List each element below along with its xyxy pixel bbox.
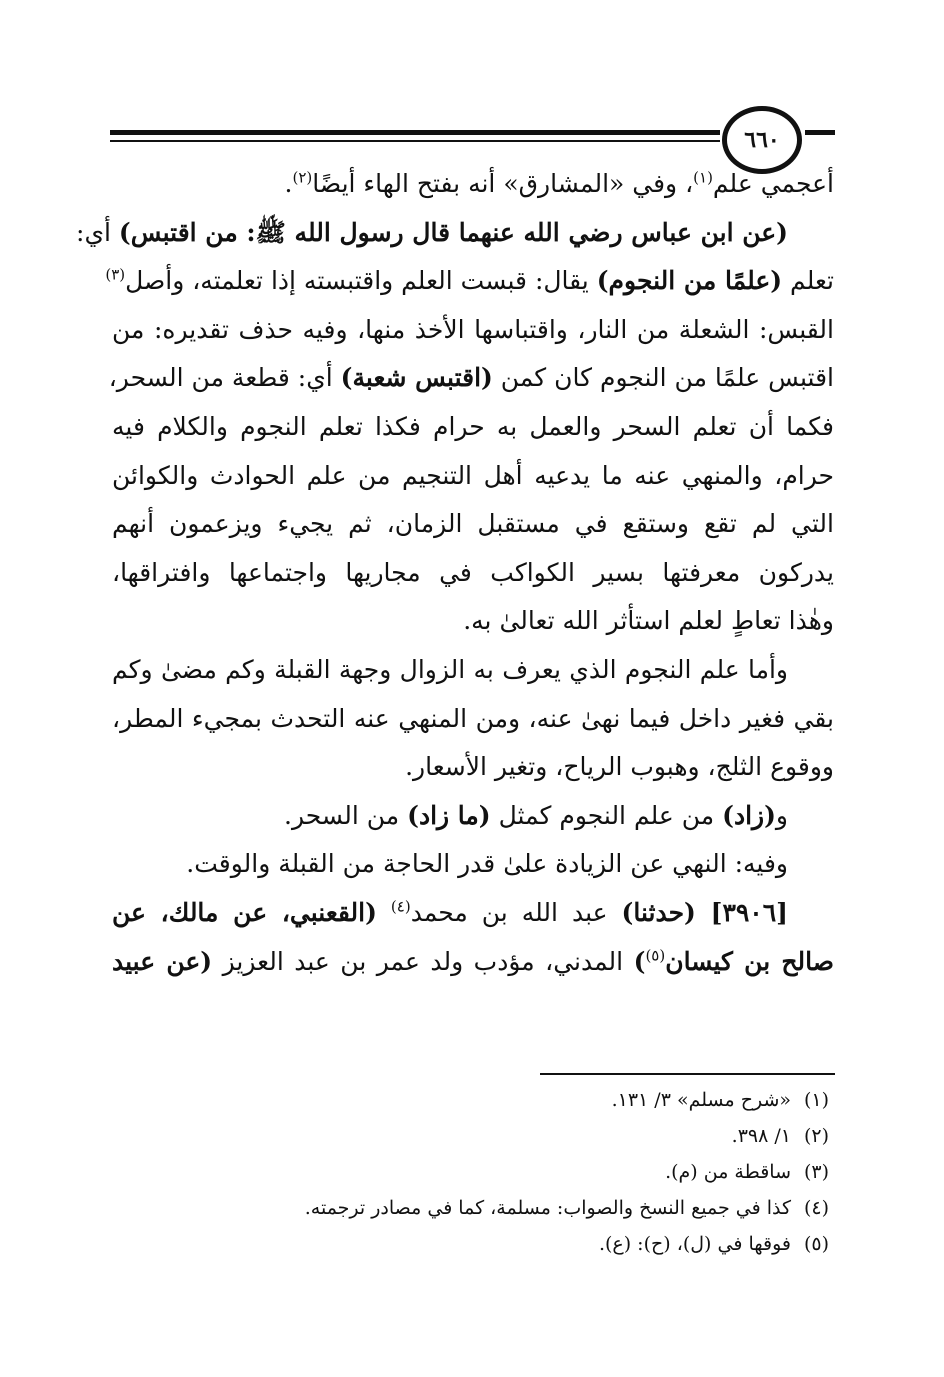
- text-run: وهٰذا تعاطٍ لعلم استأثر الله تعالىٰ به.: [463, 606, 834, 636]
- footnote-ref: (٤): [390, 897, 411, 916]
- text-run: و: [775, 800, 788, 830]
- footnote-text: ١/ ٣٩٨.: [731, 1125, 791, 1147]
- bold-text-run: [٣٩٠٦] (حدثنا): [621, 897, 788, 927]
- footnote-item: [112, 1118, 834, 1154]
- text-line: [112, 452, 834, 501]
- text-run: .: [284, 169, 293, 198]
- footnote-text: فوقها في (ل)، (ح): (ع).: [598, 1233, 791, 1255]
- text-run: فكما أن تعلم السحر والعمل به حرام فكذا تعلم النجوم والكلام فيه: [112, 411, 834, 441]
- text-run: أي:: [76, 217, 119, 247]
- text-run: حرام، والمنهي عنه ما يدعيه أهل التنجيم من علم الحوادث والكوائن: [112, 460, 834, 490]
- text-line: [112, 500, 834, 549]
- text-line: [76, 209, 834, 258]
- bold-text-run: (القعنبي، عن مالك، عن: [112, 897, 377, 927]
- footnote-text: كذا في جميع النسخ والصواب: مسلمة، كما في مصادر ترجمته.: [304, 1197, 791, 1219]
- text-run: التي لم تقع وستقع في مستقبل الزمان، ثم يجيء ويزعمون أنهم: [112, 509, 834, 539]
- text-line: [112, 597, 834, 646]
- text-run: بقي فغير داخل فيما نهىٰ عنه، ومن المنهي عنه التحدث بمجيء المطر،: [112, 703, 834, 733]
- footnote-ref: (٢): [292, 168, 313, 187]
- footnote-item: [112, 1190, 834, 1226]
- bold-text-run: صالح بن كيسان: [665, 946, 834, 976]
- footnote-text: «شرح مسلم» ٣/ ١٣١.: [611, 1089, 791, 1111]
- text-line: [105, 257, 834, 306]
- text-run: ووقوع الثلج، وهبوب الرياح، وتغير الأسعار.: [405, 752, 834, 782]
- body-text: [76, 160, 834, 986]
- footnote-number: (٥): [803, 1233, 829, 1255]
- footnote-item: [112, 1082, 834, 1118]
- text-run: وفيه: النهي عن الزيادة علىٰ قدر الحاجة من القبلة والوقت.: [186, 849, 788, 879]
- text-run: ، وفي «المشارق» أنه بفتح الهاء أيضًا: [312, 169, 694, 198]
- bold-text-run: (زاد): [722, 800, 776, 830]
- text-line: [112, 646, 834, 695]
- footnote-ref: (٥): [645, 946, 666, 965]
- footnote-item: [112, 1154, 834, 1190]
- header-rule-right: [805, 130, 835, 135]
- text-line: [112, 695, 834, 744]
- bold-text-run: (عن ابن عباس رضي الله عنهما قال رسول الله ﷺ: من اقتبس): [118, 217, 788, 247]
- text-run: المدني، مؤدب ولد عمر بن عبد العزيز: [212, 946, 634, 976]
- text-line: [112, 840, 834, 889]
- text-run: القبس: الشعلة من النار، واقتباسها الأخذ منها، وفيه حذف تقديره: من: [112, 314, 834, 344]
- text-run: وأما علم النجوم الذي يعرف به الزوال وجهة القبلة وكم مضىٰ وكم: [112, 654, 788, 684]
- text-line: [108, 354, 834, 403]
- footnote-number: (٤): [803, 1197, 829, 1219]
- text-line: [112, 889, 834, 938]
- footnote-number: (٢): [803, 1125, 829, 1147]
- footnote-ref: (٣): [105, 265, 126, 284]
- page-number: ٦٦٠: [722, 106, 802, 174]
- footnote-text: ساقطة من (م).: [665, 1161, 791, 1183]
- text-run: اقتبس علمًا من النجوم كان كمن: [492, 363, 834, 393]
- text-run: من السحر.: [284, 800, 408, 830]
- text-line: [112, 403, 834, 452]
- footnotes: [112, 1082, 834, 1262]
- text-run: يقال: قبست العلم واقتبسته إذا تعلمته، وأصل: [125, 266, 597, 296]
- bold-text-run: (علمًا من النجوم): [596, 266, 783, 296]
- text-line: [112, 549, 834, 598]
- text-run: تعلم: [782, 266, 834, 296]
- footnote-item: [112, 1226, 834, 1262]
- footnote-separator: [540, 1073, 835, 1075]
- text-run: من علم النجوم كمثل: [490, 800, 723, 830]
- text-line: [112, 160, 834, 209]
- text-run: يدركون معرفتها بسير الكواكب في مجاريها واجتماعها وافتراقها،: [112, 557, 834, 587]
- bold-text-run: (ما زاد): [407, 800, 491, 830]
- text-line: [112, 306, 834, 355]
- text-run: أعجمي علم: [712, 169, 834, 198]
- bold-text-run: (اقتبس شعبة): [340, 363, 493, 393]
- text-line: [112, 792, 834, 841]
- text-run: [377, 898, 391, 927]
- text-run: عبد الله بن محمد: [410, 897, 622, 927]
- text-line: [112, 938, 834, 987]
- footnote-number: (١): [803, 1089, 829, 1111]
- footnote-ref: (١): [693, 168, 713, 187]
- text-run: أي: قطعة من السحر،: [108, 363, 341, 393]
- footnote-number: (٣): [803, 1161, 829, 1183]
- header-rule-thin: [110, 140, 720, 142]
- bold-text-run: (عن عبيد: [112, 946, 213, 976]
- bold-text-run: ): [633, 946, 646, 976]
- text-line: [112, 743, 834, 792]
- header-rule-thick: [110, 130, 720, 135]
